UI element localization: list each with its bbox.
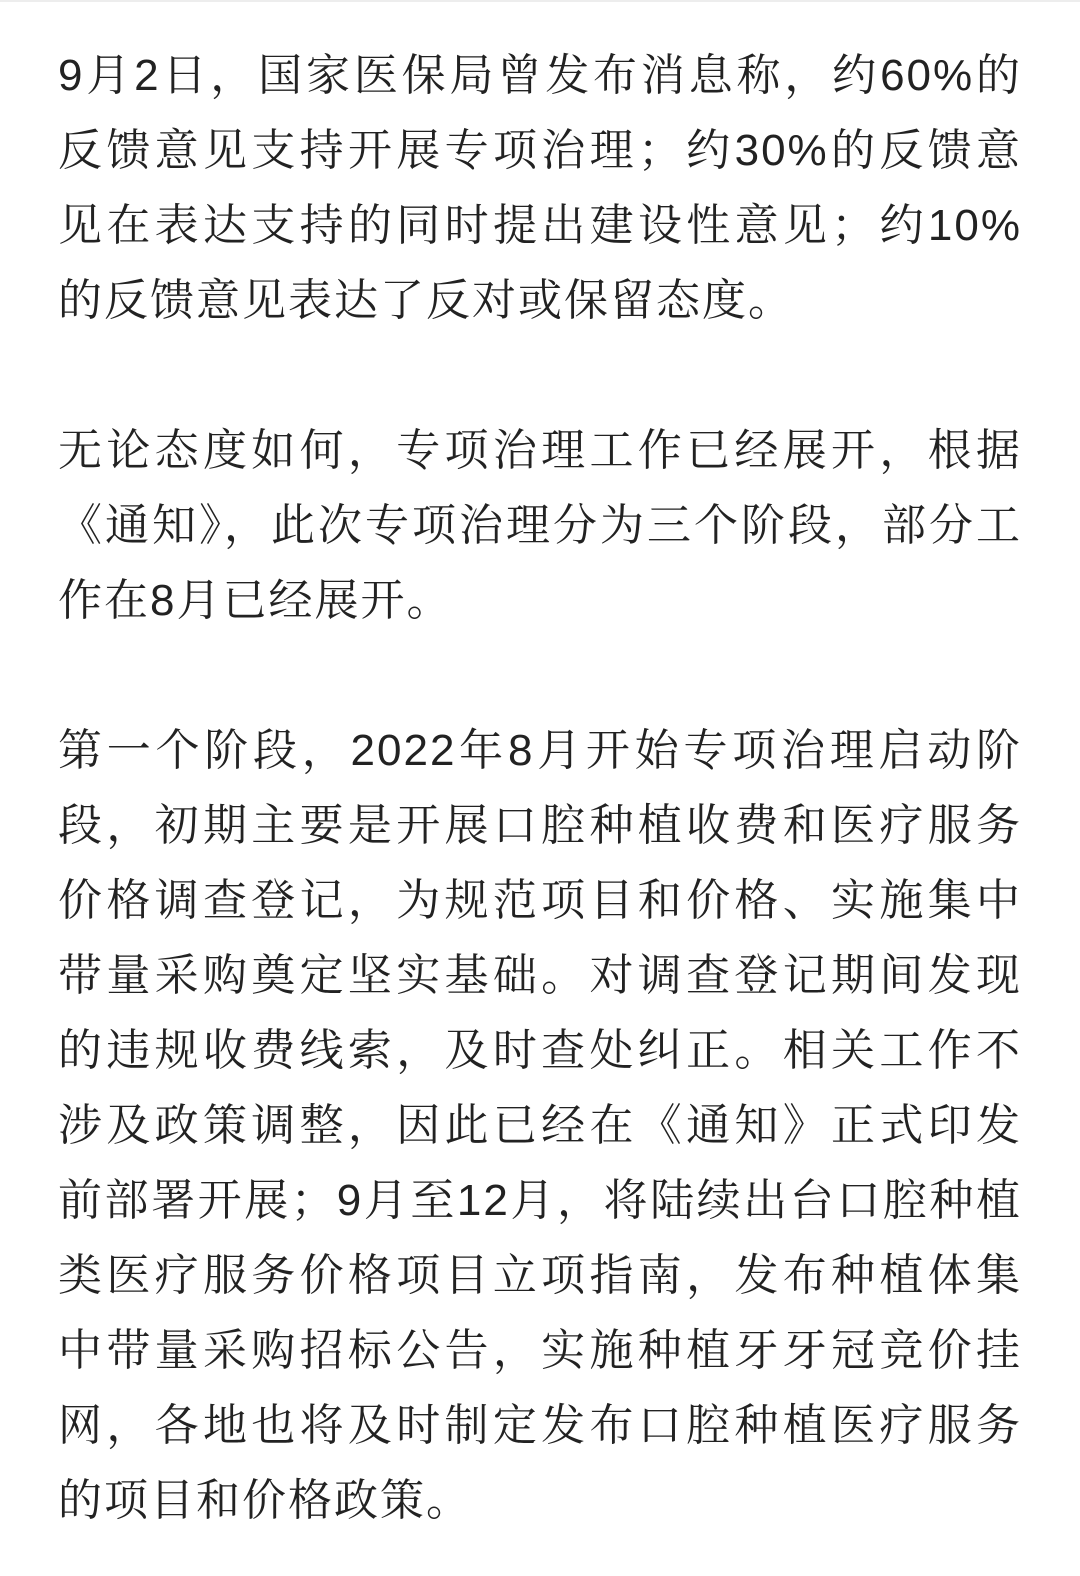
paragraph-stage-one-details: 第一个阶段，2022年8月开始专项治理启动阶段，初期主要是开展口腔种植收费和医疗服务价格调查登记，为规范项目和价格、实施集中带量采购奠定坚实基础。对调查登记期间发现的违规收费线索，及时查处纠正。相关工作不涉及政策调整，因此已经在《通知》正式印发前部署开展；9月至12月，将陆续出台口腔种植类医疗服务价格项目立项指南，发布种植体集中带量采购招标公告，实施种植牙牙冠竞价挂网，各地也将及时制定发布口腔种植医疗服务的项目和价格政策。 <box>58 726 1022 1525</box>
paragraph-feedback-percentages: 9月2日，国家医保局曾发布消息称，约60%的反馈意见支持开展专项治理；约30%的反馈意见在表达支持的同时提出建设性意见；约10%的反馈意见表达了反对或保留态度。 <box>58 51 1022 325</box>
paragraph-three-stages-overview: 无论态度如何，专项治理工作已经展开，根据《通知》，此次专项治理分为三个阶段，部分工作在8月已经展开。 <box>58 426 1022 625</box>
article-body <box>0 2 1080 1538</box>
